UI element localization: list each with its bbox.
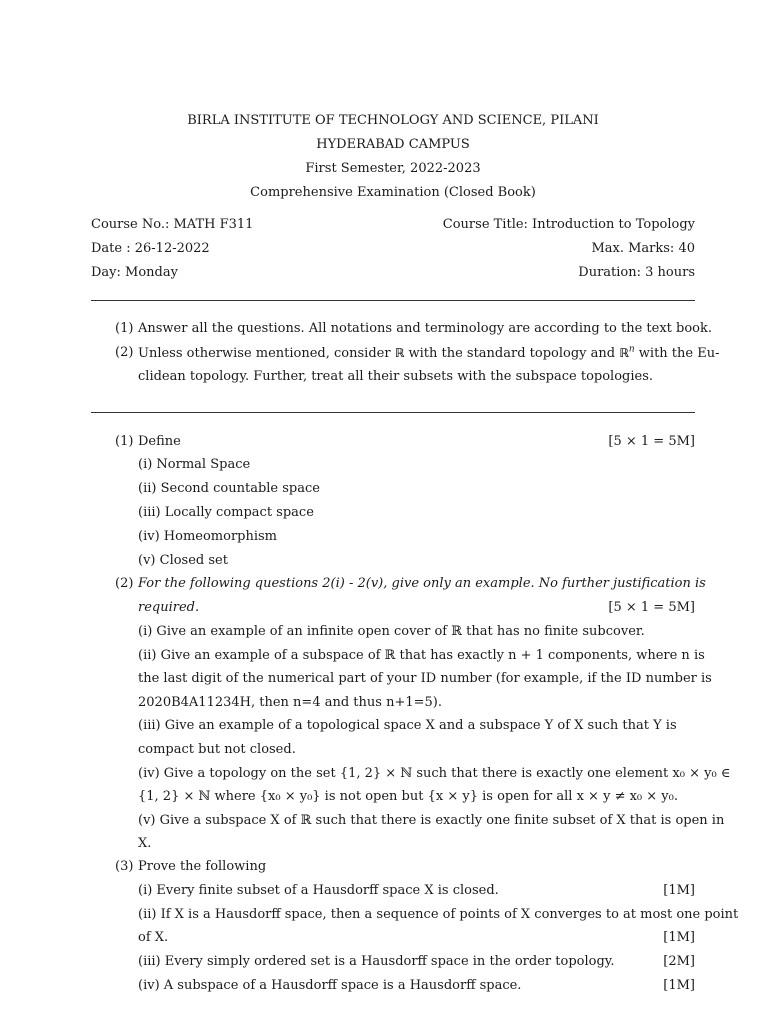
campus-name: HYDERABAD CAMPUS (316, 137, 470, 152)
q2-item: (i) Give an example of an infinite open cover of ℝ that has no finite subcover. (138, 624, 645, 639)
instruction-1-text: Answer all the questions. All notations and terminology are according to the text book. (138, 321, 713, 336)
meta-row-3 (91, 263, 695, 283)
exam-day: Day: Monday (91, 265, 178, 280)
semester: First Semester, 2022-2023 (305, 161, 481, 176)
exam-type: Comprehensive Examination (Closed Book) (250, 185, 536, 200)
question-1-title: Define (138, 434, 181, 449)
q2-item: (iii) Give an example of a topological space X and a subspace Y of X such that Y is (138, 718, 677, 733)
q3-item: (ii) If X is a Hausdorff space, then a sequence of points of X converges to at most one point (138, 907, 739, 922)
question-1: (1) Define [5 × 1 = 5M] (91, 432, 695, 452)
divider-top (91, 300, 695, 301)
question-2-intro: For the following questions 2(i) - 2(v), give only an example. No further justification is (138, 576, 706, 591)
instruction-2: (2) Unless otherwise mentioned, consider ℝ with the standard topology and ℝ$^n$ with the Eu- (91, 343, 695, 363)
q1-item: (iii) Locally compact space (138, 505, 314, 520)
q1-item: (v) Closed set (138, 553, 228, 568)
instruction-2-text: Unless otherwise mentioned, consider ℝ with the standard topology and ℝ$^n$ with the Eu- (138, 344, 720, 361)
q2-item: (v) Give a subspace X of ℝ such that there is exactly one finite subset of X that is open in (138, 813, 725, 828)
exam-duration: Duration: 3 hours (578, 265, 695, 280)
max-marks: Max. Marks: 40 (591, 241, 695, 256)
instruction-2-cont: clidean topology. Further, treat all their subsets with the subspace topologies. (138, 369, 654, 384)
question-3-title: Prove the following (138, 859, 267, 874)
divider-bottom (91, 412, 695, 413)
question-2-marks: [5 × 1 = 5M] (608, 600, 695, 615)
q1-item: (iv) Homeomorphism (138, 529, 278, 544)
q3-item-marks: [1M] (663, 978, 695, 993)
q1-item: (i) Normal Space (138, 457, 251, 472)
q2-item: (iv) Give a topology on the set {1, 2} × ℕ such that there is exactly one element x₀ × y₀ ∈ (138, 766, 731, 781)
exam-date: Date : 26-12-2022 (91, 241, 210, 256)
meta-row-1 (91, 215, 695, 235)
instruction-1: (1) Answer all the questions. All notations and terminology are according to the text book. (91, 319, 695, 339)
course-title: Course Title: Introduction to Topology (442, 217, 695, 232)
q3-item: (i) Every finite subset of a Hausdorff space X is closed. (138, 883, 499, 898)
course-no: Course No.: MATH F311 (91, 217, 254, 232)
q3-item-marks: [2M] (663, 954, 695, 969)
q3-item-marks: [1M] (663, 883, 695, 898)
q1-item: (ii) Second countable space (138, 481, 320, 496)
question-2: (2) For the following questions 2(i) - 2(v), give only an example. No further justification is (91, 574, 695, 594)
q3-item: (iii) Every simply ordered set is a Hausdorff space in the order topology. (138, 954, 615, 969)
q2-item: (ii) Give an example of a subspace of ℝ that has exactly n + 1 components, where n is (138, 648, 705, 663)
question-3: (3) Prove the following (91, 857, 695, 877)
q3-item: (iv) A subspace of a Hausdorff space is a Hausdorff space. (138, 978, 522, 993)
institute-name: BIRLA INSTITUTE OF TECHNOLOGY AND SCIENCE, PILANI (187, 113, 599, 128)
meta-row-2 (91, 239, 695, 259)
q3-item-marks: [1M] (663, 930, 695, 945)
question-1-marks: [5 × 1 = 5M] (608, 434, 695, 449)
